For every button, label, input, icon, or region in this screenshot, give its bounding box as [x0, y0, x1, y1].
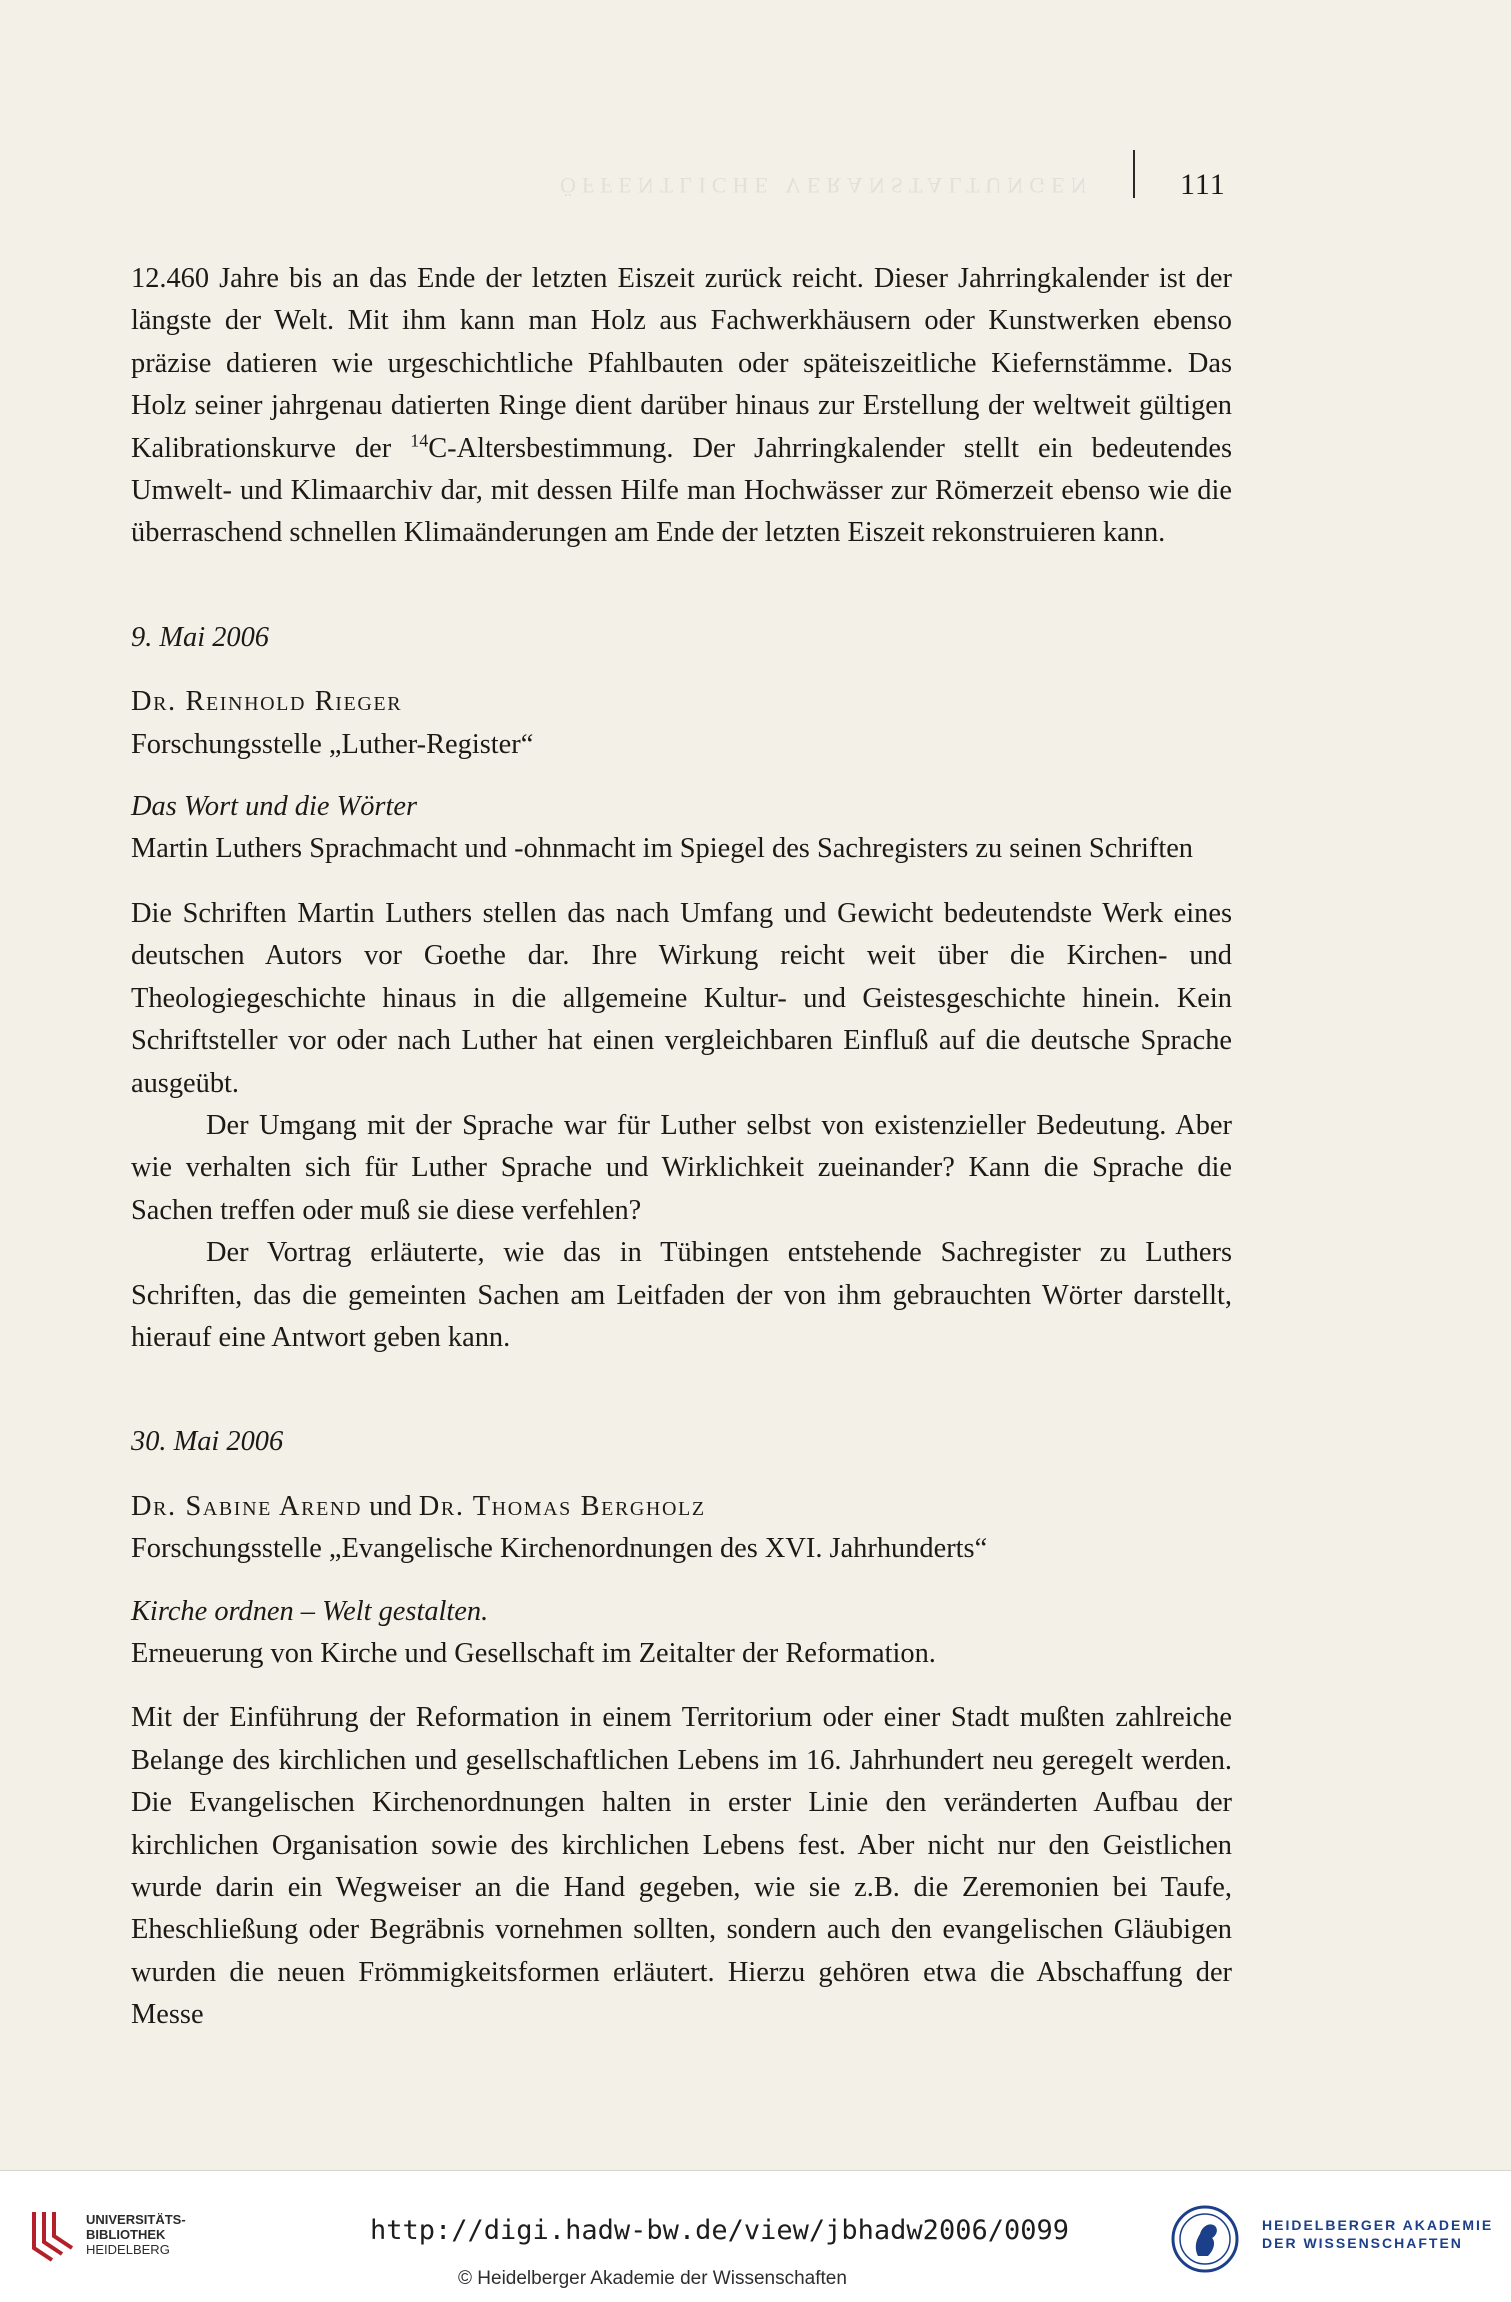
university-library-logo-icon[interactable]: [28, 2208, 80, 2264]
isotope-superscript: 14: [410, 430, 429, 451]
academy-seal-icon[interactable]: [1170, 2204, 1240, 2274]
university-library-name[interactable]: UNIVERSITÄTS- BIBLIOTHEK HEIDELBERG: [86, 2212, 186, 2257]
permalink-url[interactable]: http://digi.hadw-bw.de/view/jbhadw2006/0099: [370, 2215, 1069, 2246]
event-2-speakers: Dr. Sabine Arend und Dr. Thomas Bergholz: [131, 1490, 706, 1522]
academy-name[interactable]: HEIDELBERGER AKADEMIE DER WISSENSCHAFTEN: [1262, 2217, 1494, 2251]
running-head-rule: [1133, 150, 1135, 198]
event-2-lecture-title: Kirche ordnen – Welt gestalten.: [131, 1595, 489, 1627]
event-1-speaker: Dr. Reinhold Rieger: [131, 686, 403, 718]
event-1-paragraph: Der Umgang mit der Sprache war für Luther selbst von existenzieller Bedeutung. Aber wie verhalten sich für Luther Sprache und Wirklichkeit zueinander? Kann die Sprache die Sachen treffen oder muß sie diese verfehlen?: [131, 1109, 1232, 1226]
event-2-lecture-subtitle: Erneuerung von Kirche und Gesellschaft im Zeitalter der Reformation.: [131, 1637, 936, 1669]
event-1-lecture-subtitle: Martin Luthers Sprachmacht und -ohnmacht im Spiegel des Sachregisters zu seinen Schriften: [131, 833, 1194, 865]
intro-paragraph: 12.460 Jahre bis an das Ende der letzten Eiszeit zurück reicht. Dieser Jahrringkalender ist der längste der Welt. Mit ihm kann man Holz aus Fachwerkhäusern oder Kunstwerken ebenso präzise datieren wie urgeschichtliche Pfahlbauten oder späteiszeitliche Kiefernstämme. Das Holz seiner jahrgenau datierten Ringe dient darüber hinaus zur Erstellung der weltweit gültigen Kalibrationskurve der $^{14}$C-Altersbestimmung. Der Jahrringkalender stellt ein bedeutendes Umwelt- und Klimaarchiv dar, mit dessen Hilfe man Hochwässer zur Römerzeit ebenso wie die überraschend schnellen Klimaänderungen am Ende der letzten Eiszeit rekonstruieren kann.: [131, 263, 1232, 549]
event-2-institution: Forschungsstelle „Evangelische Kirchenordnungen des XVI. Jahrhunderts“: [131, 1533, 988, 1565]
event-2-date: 30. Mai 2006: [131, 1426, 284, 1458]
page-body: [131, 258, 1232, 2037]
copyright-notice: © Heidelberger Akademie der Wissenschaften: [458, 2268, 847, 2289]
event-1-lecture-title: Das Wort und die Wörter: [131, 791, 418, 823]
running-head-bleedthrough: ÖFFENTLICHE VERANSTALTUNGEN: [560, 173, 1093, 198]
event-1-paragraph: Der Vortrag erläuterte, wie das in Tübingen entstehende Sachregister zu Luthers Schriften, das die gemeinten Sachen am Leitfaden der von ihm gebrauchten Wörter darstellt, hierauf eine Antwort geben kann.: [131, 1237, 1232, 1353]
event-1-paragraph: Die Schriften Martin Luthers stellen das nach Umfang und Gewicht bedeutendste Werk eines deutschen Autors vor Goethe dar. Ihre Wirkung reicht weit über die Kirchen- und Theologiegeschichte hinaus in die allgemeine Kultur- und Geistesgeschichte hinein. Kein Schriftsteller vor oder nach Luther hat einen vergleichbaren Einfluß auf die deutsche Sprache ausgeübt.: [131, 897, 1232, 1099]
event-2-paragraph: Mit der Einführung der Reformation in einem Territorium oder einer Stadt mußten zahlreiche Belange des kirchlichen und gesellschaftlichen Lebens im 16. Jahrhundert neu geregelt werden. Die Evangelischen Kirchenordnungen halten in erster Linie den veränderten Aufbau der kirchlichen Organisation sowie des kirchlichen Lebens fest. Aber nicht nur den Geistlichen wurde darin ein Wegweiser an die Hand gegeben, wie sie z.B. die Zeremonien bei Taufe, Eheschließung oder Begräbnis vornehmen sollten, sondern auch den evangelischen Gläubigen wurden die neuen Frömmigkeitsformen erläutert. Hierzu gehören etwa die Abschaffung der Messe: [131, 1702, 1232, 2031]
event-1-date: 9. Mai 2006: [131, 621, 270, 653]
event-1-institution: Forschungsstelle „Luther-Register“: [131, 728, 534, 760]
page-number: 111: [1180, 168, 1226, 201]
